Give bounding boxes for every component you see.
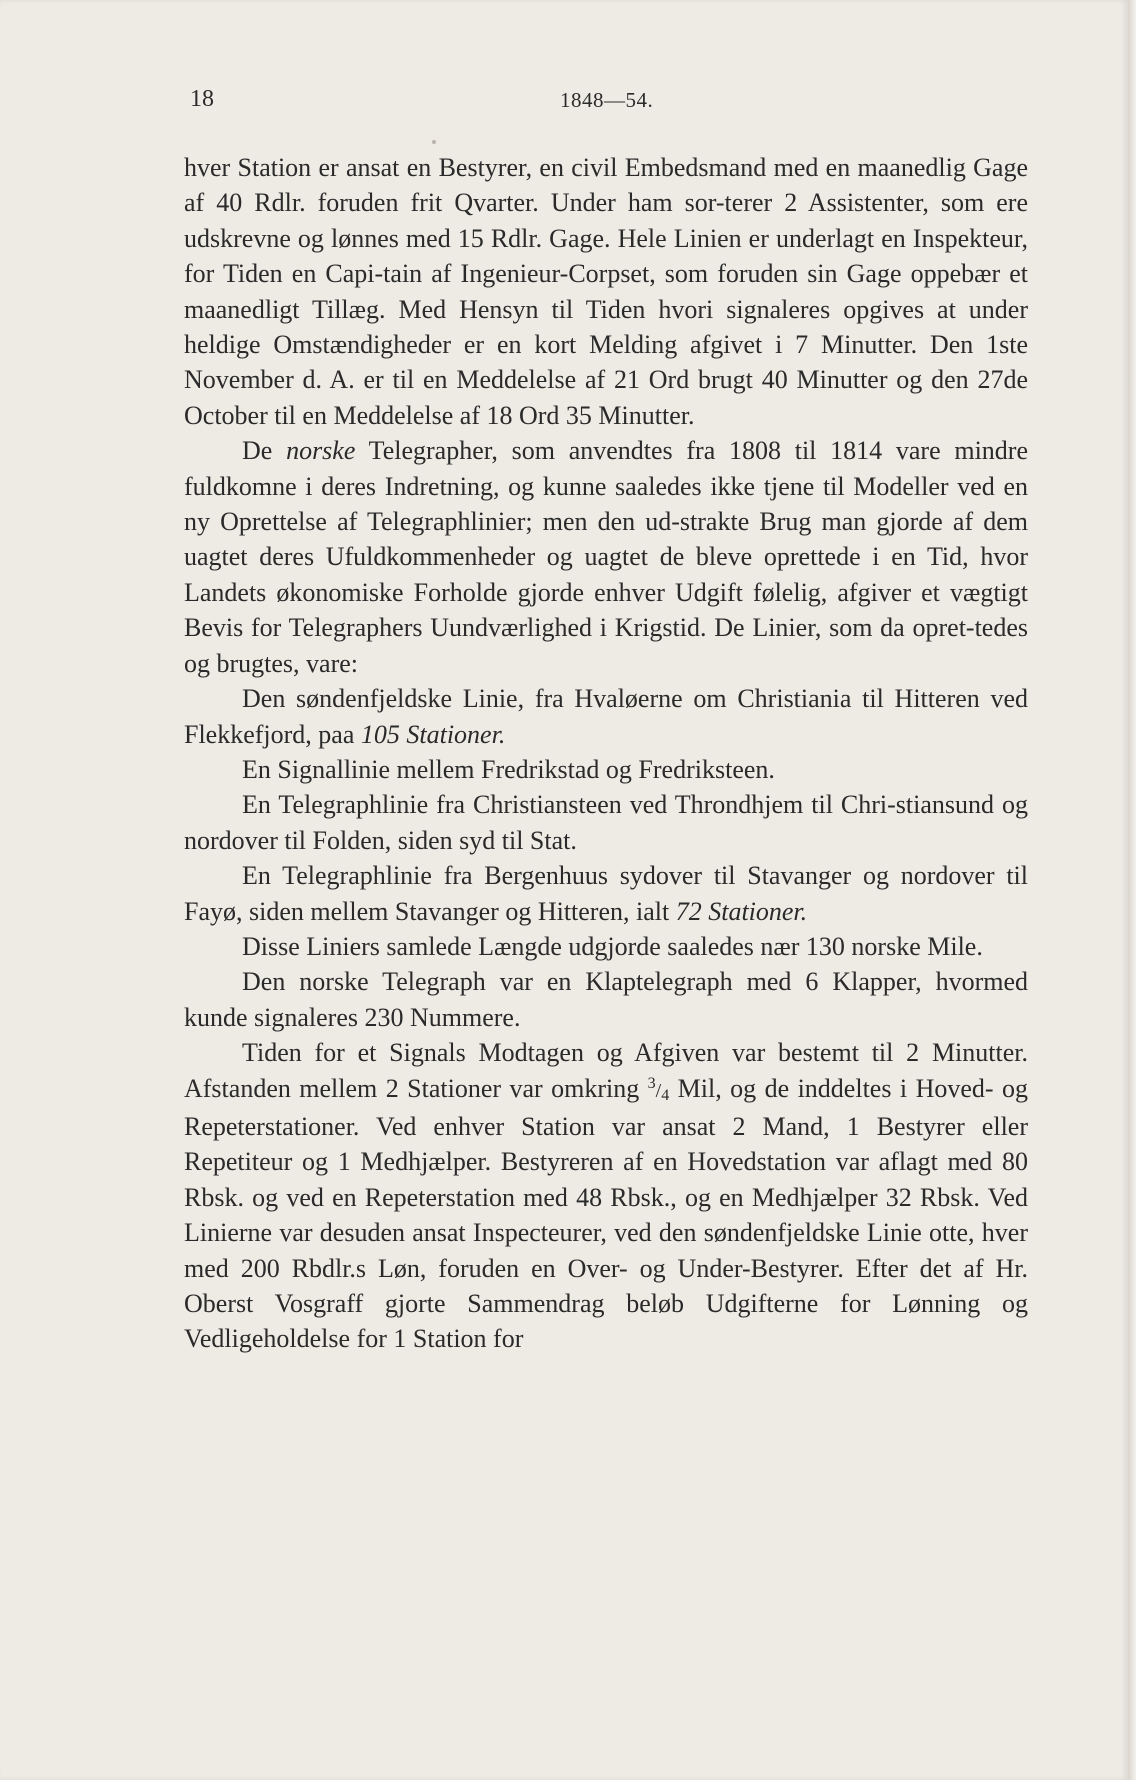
page-number: 18 <box>190 86 214 112</box>
text-run: hver Station er ansat en Bestyrer, en civil Embedsmand med en maanedlig Gage af 40 Rdlr. foruden frit Qvarter. Under ham sor-terer 2 Assistenter, som ere udskrevne og lønnes med 15 Rdlr. Gage. Hele Linien er underlagt en Inspekteur, for Tiden en Capi-tain af Ingenieur-Corpset, som foruden sin Gage oppebær et maanedligt Tillæg. Med Hensyn til Tiden hvori signaleres opgives at under heldige Omstændigheder er en kort Melding afgivet i 7 Minutter. Den 1ste November d. A. er til en Meddelelse af 21 Ord brugt 40 Minutter og den 27de October til en Meddelelse af 18 Ord 35 Minutter. <box>184 153 1028 430</box>
page-header <box>190 86 1030 116</box>
text-run: De <box>242 436 287 466</box>
page-edge <box>1128 0 1136 1780</box>
italic-text: 72 Stationer. <box>675 896 808 926</box>
text-run: Den norske Telegraph var en Klaptelegraph med 6 Klapper, hvormed kunde signaleres 230 Nummere. <box>184 967 1028 1032</box>
paragraph <box>184 858 1028 929</box>
running-head: 1848—54. <box>560 88 654 112</box>
paragraph <box>184 433 1028 681</box>
fraction-numerator: 3 <box>647 1074 656 1092</box>
text-run: En Telegraphlinie fra Bergenhuus sydover til Stavanger og nordover til Fayø, siden mellem Stavanger og Hitteren, ialt <box>184 861 1028 926</box>
text-run: En Telegraphlinie fra Christiansteen ved Throndhjem til Chri-stiansund og nordover til Folden, siden syd til Stat. <box>184 790 1028 855</box>
body-text <box>184 150 1028 1357</box>
italic-text: norske <box>286 436 356 466</box>
fraction <box>647 1074 670 1104</box>
text-run: Disse Liniers samlede Længde udgjorde saaledes nær 130 norske Mile. <box>242 931 983 961</box>
paragraph <box>184 964 1028 1035</box>
paragraph <box>184 150 1028 433</box>
fraction-slash: / <box>655 1079 662 1102</box>
print-speck <box>432 140 436 144</box>
paragraph <box>184 752 1028 787</box>
paragraph <box>184 929 1028 964</box>
text-run: Tiden for et Signals Modtagen og Afgiven var bestemt til 2 Minutter. Afstanden mellem 2 Stationer var omkring <box>184 1038 1028 1103</box>
text-run: En Signallinie mellem Fredrikstad og Fredriksteen. <box>242 754 775 784</box>
paragraph <box>184 681 1028 752</box>
text-run: Den søndenfjeldske Linie, fra Hvaløerne om Christiania til Hitteren ved Flekkefjord, paa <box>184 684 1028 749</box>
italic-text: 105 Stationer. <box>360 719 506 749</box>
text-run: Mil, og de inddeltes i Hoved- og Repeterstationer. Ved enhver Station var ansat 2 Mand, 1 Bestyrer eller Repetiteur og 1 Medhjælper. Bestyreren af en Hovedstation var aflagt med 80 Rbsk. og ved en Repeterstation med 48 Rbsk., og en Medhjælper 32 Rbsk. Ved Linierne var desuden ansat Inspecteurer, ved den søndenfjeldske Linie otte, hver med 200 Rbdlr.s Løn, foruden en Over- og Under-Bestyrer. Efter det af Hr. Oberst Vosgraff gjorte Sammendrag beløb Udgifterne for Lønning og Vedligeholdelse for 1 Station for <box>184 1073 1028 1354</box>
paragraph <box>184 1035 1028 1357</box>
text-run: Telegrapher, som anvendtes fra 1808 til 1814 vare mindre fuldkomne i deres Indretning, og kunne saaledes ikke tjene til Modeller ved en ny Oprettelse af Telegraphlinier; men den ud-strakte Brug man gjorde af dem uagtet deres Ufuldkommenheder og uagtet de bleve oprettede i en Tid, hvor Landets økonomiske Forholde gjorde enhver Udgift følelig, afgiver et vægtigt Bevis for Telegraphers Uundværlighed i Krigstid. De Linier, som da opret-tedes og brugtes, vare: <box>184 436 1028 678</box>
fraction-denominator: 4 <box>661 1086 670 1104</box>
paragraph <box>184 787 1028 858</box>
